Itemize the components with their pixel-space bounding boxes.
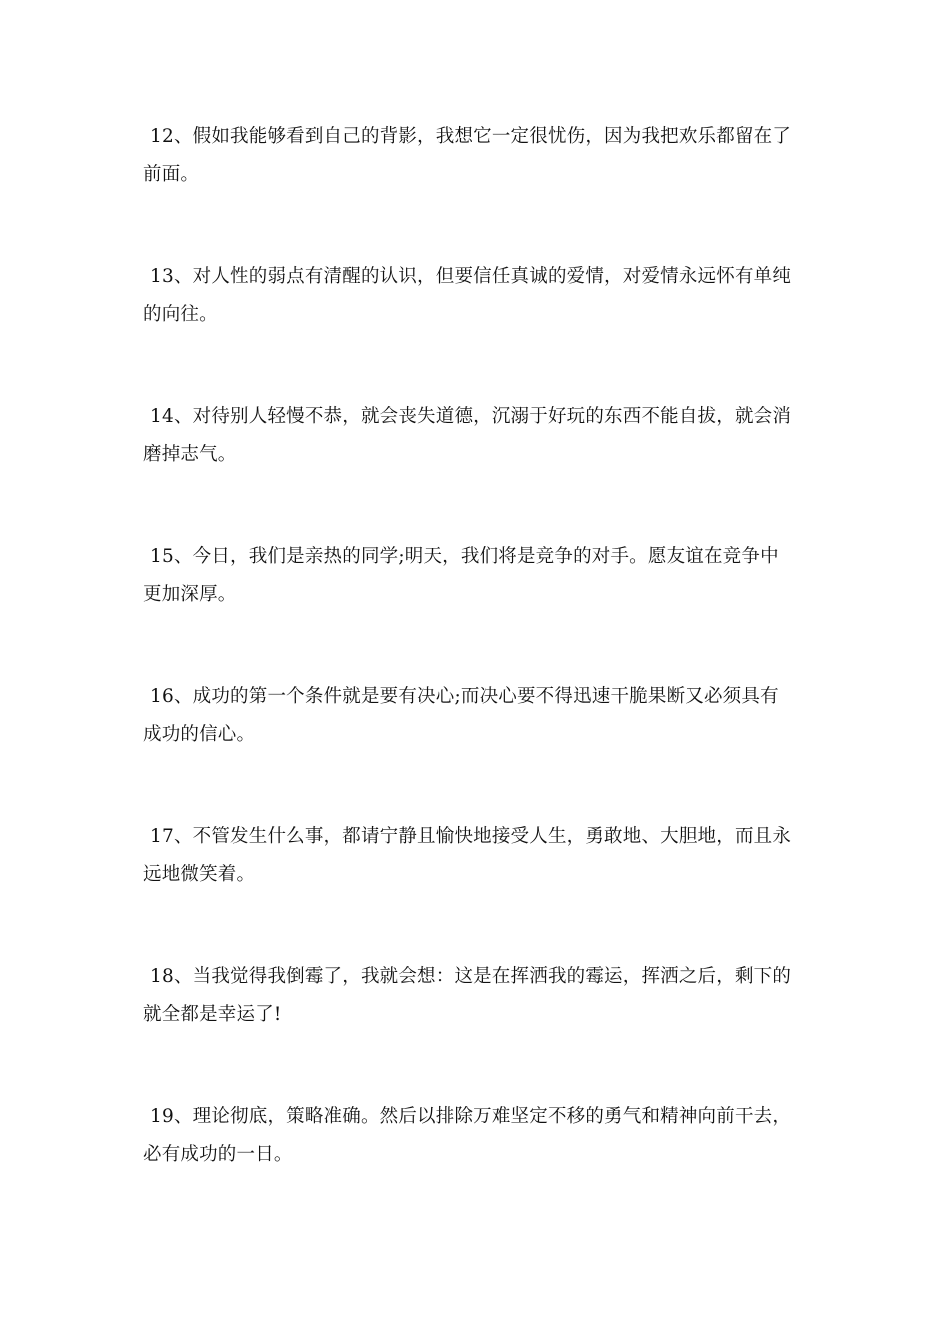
quote-14-line-2: 磨掉志气。 bbox=[143, 444, 237, 465]
quote-15-line-1: 15、今日，我们是亲热的同学;明天，我们将是竞争的对手。愿友谊在竞争中 bbox=[150, 546, 779, 567]
quote-13-line-2: 的向往。 bbox=[143, 304, 218, 325]
quote-13-line-1: 13、对人性的弱点有清醒的认识，但要信任真诚的爱情，对爱情永远怀有单纯 bbox=[150, 266, 792, 287]
quote-17 bbox=[143, 818, 808, 894]
quote-17-line-2: 远地微笑着。 bbox=[143, 864, 256, 885]
quote-19-line-2: 必有成功的一日。 bbox=[143, 1144, 293, 1165]
quote-18-line-2: 就全都是幸运了! bbox=[143, 1004, 282, 1025]
quote-18 bbox=[143, 958, 808, 1034]
quote-16-line-2: 成功的信心。 bbox=[143, 724, 256, 745]
quote-15 bbox=[143, 538, 808, 614]
quote-12-line-1: 12、假如我能够看到自己的背影，我想它一定很忧伤，因为我把欢乐都留在了 bbox=[150, 126, 792, 147]
quote-16-line-1: 16、成功的第一个条件就是要有决心;而决心要不得迅速干脆果断又必须具有 bbox=[150, 686, 779, 707]
quote-19 bbox=[143, 1098, 808, 1174]
quote-17-line-1: 17、不管发生什么事，都请宁静且愉快地接受人生，勇敢地、大胆地，而且永 bbox=[150, 826, 792, 847]
quote-16 bbox=[143, 678, 808, 754]
quote-14 bbox=[143, 398, 808, 474]
quote-12 bbox=[143, 118, 808, 194]
quote-19-line-1: 19、理论彻底，策略准确。然后以排除万难坚定不移的勇气和精神向前干去， bbox=[150, 1106, 792, 1127]
quote-13 bbox=[143, 258, 808, 334]
quote-14-line-1: 14、对待别人轻慢不恭，就会丧失道德，沉溺于好玩的东西不能自拔，就会消 bbox=[150, 406, 792, 427]
quote-18-line-1: 18、当我觉得我倒霉了，我就会想：这是在挥洒我的霉运，挥洒之后，剩下的 bbox=[150, 966, 792, 987]
quote-15-line-2: 更加深厚。 bbox=[143, 584, 237, 605]
quote-12-line-2: 前面。 bbox=[143, 164, 200, 185]
